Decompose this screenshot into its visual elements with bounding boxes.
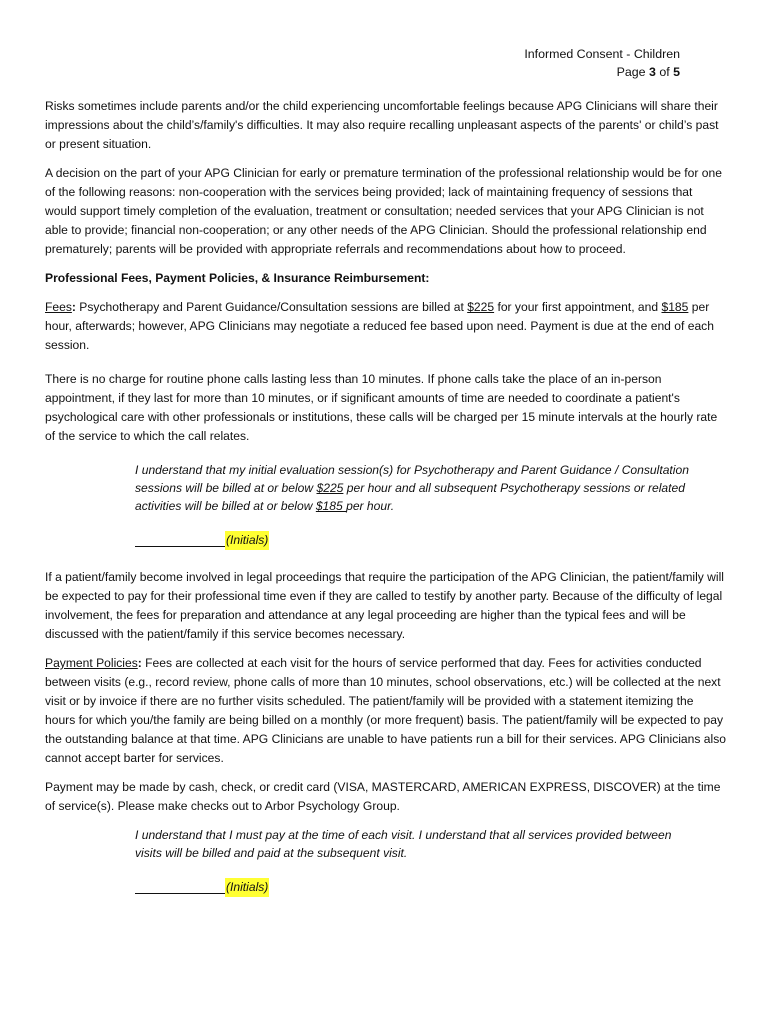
page-of: of: [655, 65, 674, 79]
fees-initials-field[interactable]: [135, 531, 727, 550]
ack1-text-1: I understand that my initial evaluation session(s) for Psychotherapy and Parent Guidance / Consultation sessions will be billed at or below: [135, 463, 689, 495]
ack1-text-2: per hour and all subsequent Psychotherapy sessions or related activities will be billed at or below: [135, 481, 685, 513]
payment-initials-field[interactable]: [135, 878, 727, 897]
ack1-fee-initial: $225: [316, 481, 344, 495]
document-title: Informed Consent - Children: [524, 47, 680, 61]
page-current: 3: [648, 65, 656, 79]
payment-acknowledgement: I understand that I must pay at the time of each visit. I understand that all services provided between visits will be billed and paid at the subsequent visit.: [135, 828, 672, 860]
payment-policies-paragraph: [45, 654, 727, 768]
fees-text-3: per hour, afterwards; however, APG Clinicians may negotiate a reduced fee based upon need. Payment is due at the end of each session.: [45, 300, 714, 352]
phone-calls-paragraph: There is no charge for routine phone calls lasting less than 10 minutes. If phone calls take the place of an in-person appointment, if they last for more than 10 minutes, or if significant amounts of time are needed to coordinate a patient's psychological care with other professionals or institutions, these calls will be charged per 15 minute intervals at the hourly rate of the service to which the call relates.: [45, 372, 718, 443]
initials-blank-line[interactable]: [135, 879, 225, 894]
page-total: 5: [673, 65, 680, 79]
payment-policies-colon: :: [137, 656, 142, 670]
initials-label: (Initials): [225, 531, 269, 550]
fee-first-appointment: $225: [467, 300, 495, 314]
fee-hourly: $185: [661, 300, 689, 314]
fees-label: Fees: [45, 300, 72, 314]
payment-policies-label: Payment Policies: [45, 656, 138, 670]
ack1-fee-subsequent: $185: [315, 499, 347, 513]
fees-section-heading: Professional Fees, Payment Policies, & Insurance Reimbursement:: [45, 271, 430, 285]
termination-paragraph: A decision on the part of your APG Clinician for early or premature termination of the professional relationship would be for one of the following reasons: non-cooperation with the services being provided; lack of maintaining frequency of sessions that would support timely completion of the evaluation, treatment or consultation; needed services that your APG Clinician is not able to provide; financial non-cooperation; or any other needs of the APG Clinician. Should the professional relationship end prematurely; parents will be provided with appropriate referrals and recommendations about how to proceed.: [45, 166, 722, 256]
payment-methods-paragraph: Payment may be made by cash, check, or credit card (VISA, MASTERCARD, AMERICAN EXPRESS, DISCOVER) at the time of service(s). Please make checks out to Arbor Psychology Group.: [45, 780, 721, 813]
fees-paragraph: [45, 298, 727, 355]
fees-text-2: for your first appointment, and: [494, 300, 662, 314]
risks-paragraph: Risks sometimes include parents and/or the child experiencing uncomfortable feelings because APG Clinicians will share their impressions about the child’s/family's difficulties. It may also require recalling unpleasant aspects of the parents' or child’s past or present situation.: [45, 99, 719, 151]
ack1-text-3: per hour.: [346, 499, 395, 513]
fees-acknowledgement: [135, 461, 695, 515]
initials-label: (Initials): [225, 878, 269, 897]
legal-proceedings-paragraph: If a patient/family become involved in legal proceedings that require the participation of the APG Clinician, the patient/family will be expected to pay for their professional time even if they are called to testify by another party. Because of the difficulty of legal involvement, the fees for preparation and attendance at any legal proceeding are higher than the typical fees and will be discussed with the patient/family if this service becomes necessary.: [45, 570, 724, 641]
page-prefix: Page: [616, 65, 649, 79]
initials-blank-line[interactable]: [135, 532, 225, 547]
fees-colon: :: [71, 300, 76, 314]
payment-policies-text: Fees are collected at each visit for the hours of service performed that day. Fees for activities conducted between visits (e.g., record review, phone calls of more than 10 minutes, school observations, etc.) will be collected at the next visit or by invoice if there are no further visits scheduled. The patient/family will be provided with a statement itemizing the hours for which you/the family are being billed on a monthly (or more frequent) basis. The patient/family will be expected to pay the outstanding balance at that time. APG Clinicians are unable to have patients run a bill for their services. APG Clinicians also cannot accept barter for services.: [45, 656, 726, 765]
fees-text-1: Psychotherapy and Parent Guidance/Consultation sessions are billed at: [75, 300, 468, 314]
page-header: [524, 45, 680, 81]
page-number: [524, 63, 680, 81]
document-body: [45, 97, 727, 915]
